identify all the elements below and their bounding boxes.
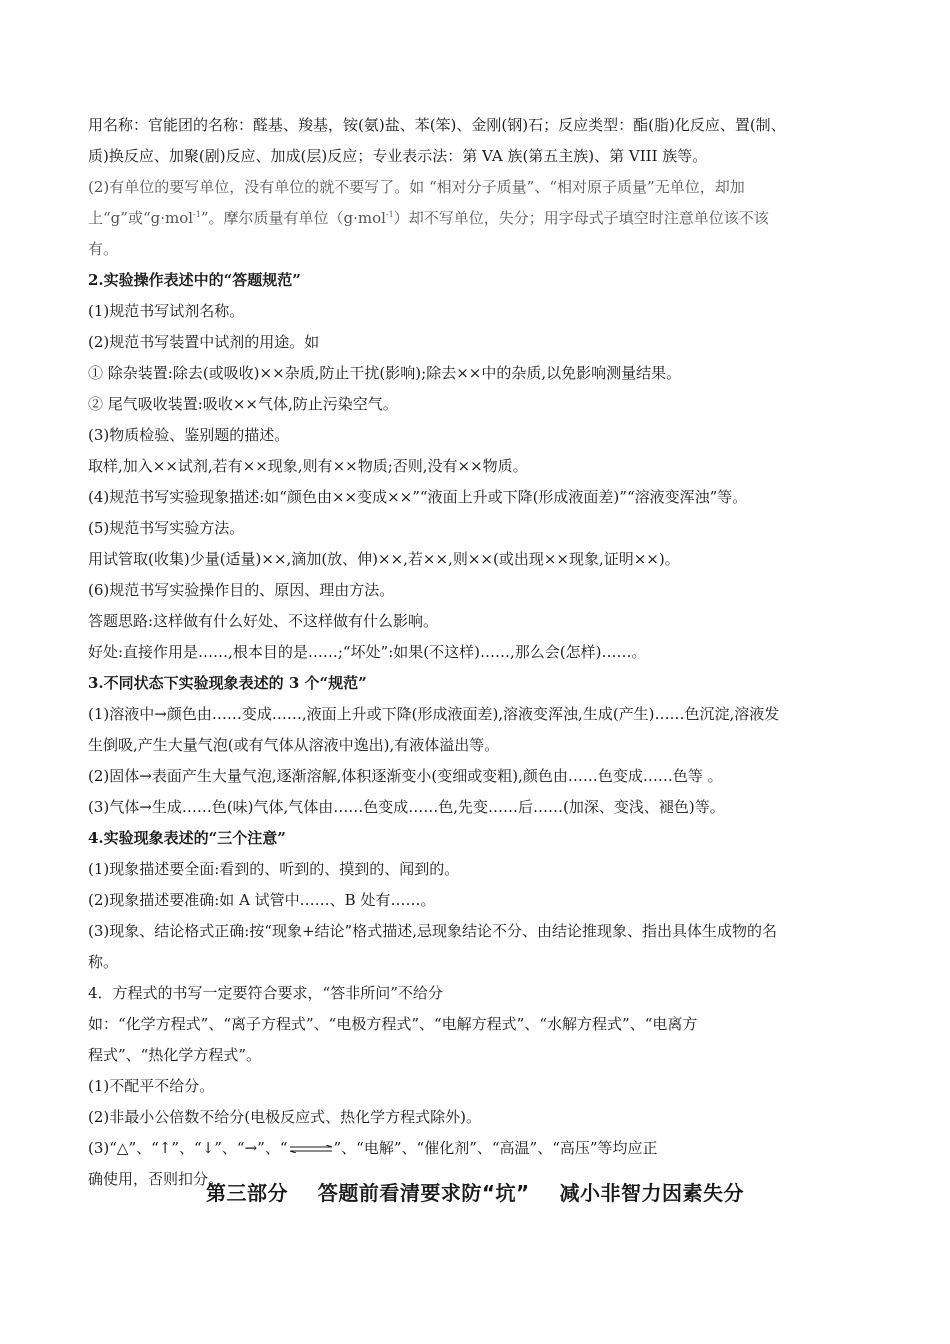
text-line: (2)固体→表面产生大量气泡,逐渐溶解,体积逐渐变小(变细或变粗),颜色由……色变成……色等 。 — [88, 767, 723, 785]
text-segment: ”。摩尔质量有单位（g·mol — [200, 209, 386, 227]
text-line: 用试管取(收集)少量(适量)××,滴加(放、伸)××,若××,则××(或出现××现象,证明××)。 — [88, 550, 680, 568]
document-body — [88, 110, 864, 1195]
text-line: 4．方程式的书写一定要符合要求，“答非所问”不给分 — [88, 984, 443, 1002]
text-line: (2)规范书写装置中试剂的用途。如 — [88, 333, 320, 351]
text-line: (1)规范书写试剂名称。 — [88, 302, 245, 320]
text-line: (1)溶液中→颜色由……变成……,液面上升或下降(形成液面差),溶液变浑浊,生成(产生)……色沉淀,溶液发 — [88, 705, 780, 723]
text-line: 好处:直接作用是……,根本目的是……;“坏处”:如果(不这样)……,那么会(怎样)……。 — [88, 643, 647, 661]
section-heading: 2.实验操作表述中的“答题规范” — [88, 271, 301, 289]
text-line — [88, 203, 864, 234]
text-segment: (3)“△”、“↑”、“↓”、“→”、“ — [88, 1139, 288, 1157]
text-line: 答题思路:这样做有什么好处、不这样做有什么影响。 — [88, 612, 439, 630]
text-line: (6)规范书写实验操作目的、原因、理由方法。 — [88, 581, 395, 599]
text-line: 用名称：官能团的名称：醛基、羧基，铵(氨)盐、苯(笨)、金刚(钢)石；反应类型：酯(脂)化反应、置(制、 — [88, 116, 786, 134]
text-line: 质)换反应、加聚(剧)反应、加成(层)反应；专业表示法：第 VA 族(第五主族)、第 VIII 族等。 — [88, 147, 708, 165]
text-line: (5)规范书写实验方法。 — [88, 519, 245, 537]
text-line: (1)不配平不给分。 — [88, 1077, 215, 1095]
superscript: -1 — [385, 210, 394, 219]
text-line: 有。 — [88, 240, 119, 258]
text-line: (1)现象描述要全面:看到的、听到的、摸到的、闻到的。 — [88, 860, 460, 878]
text-line — [88, 172, 864, 203]
text-segment: ”、“电解”、“催化剂”、“高温”、“高压”等均应正 — [333, 1139, 658, 1157]
text-line: (2)非最小公倍数不给分(电极反应式、热化学方程式除外)。 — [88, 1108, 481, 1126]
text-line — [88, 1133, 864, 1164]
text-line: 称。 — [88, 953, 119, 971]
text-line: (2)现象描述要准确:如 A 试管中……、B 处有……。 — [88, 891, 436, 909]
text-line: (4)规范书写实验现象描述:如“颜色由××变成××”“液面上升或下降(形成液面差)”“溶液变浑浊”等。 — [88, 488, 748, 506]
text-segment: (2)有单位的要写单位，没有单位的就不要写了。如 “相对分子质量”、“相对原子质量”无单位，却加 — [88, 178, 745, 196]
text-line: 程式”、“热化学方程式”。 — [88, 1046, 262, 1064]
text-line: 如：“化学方程式”、“离子方程式”、“电极方程式”、“电解方程式”、“水解方程式”、“电离方 — [88, 1015, 698, 1033]
reversible-arrow-icon — [288, 1145, 334, 1153]
section-heading: 3.不同状态下实验现象表述的 3 个“规范” — [88, 674, 367, 692]
text-line: ② 尾气吸收装置:吸收××气体,防止污染空气。 — [88, 395, 398, 413]
part-title: 第三部分 答题前看清要求防“坑” 减小非智力因素失分 — [206, 1181, 744, 1205]
text-segment: 上“g”或“g·mol — [88, 209, 194, 227]
text-line: 生倒吸,产生大量气泡(或有气体从溶液中逸出),有液体溢出等。 — [88, 736, 500, 754]
text-line: 确使用，否则扣分。 — [88, 1170, 224, 1188]
text-line: 取样,加入××试剂,若有××现象,则有××物质;否则,没有××物质。 — [88, 457, 528, 475]
text-line: (3)现象、结论格式正确:按“现象+结论”格式描述,忌现象结论不分、由结论推现象、指出具体生成物的名 — [88, 922, 777, 940]
text-line: (3)气体→生成……色(味)气体,气体由……色变成……色,先变……后……(加深、变浅、褪色)等。 — [88, 798, 725, 816]
text-segment: ）却不写单位，失分；用字母式子填空时注意单位该不该 — [393, 209, 769, 227]
section-heading: 4.实验现象表述的“三个注意” — [88, 829, 286, 847]
superscript: -1 — [193, 210, 201, 219]
text-line: ① 除杂装置:除去(或吸收)××杂质,防止干扰(影响);除去××中的杂质,以免影响测量结果。 — [88, 364, 682, 382]
text-line: (3)物质检验、鉴别题的描述。 — [88, 426, 290, 444]
